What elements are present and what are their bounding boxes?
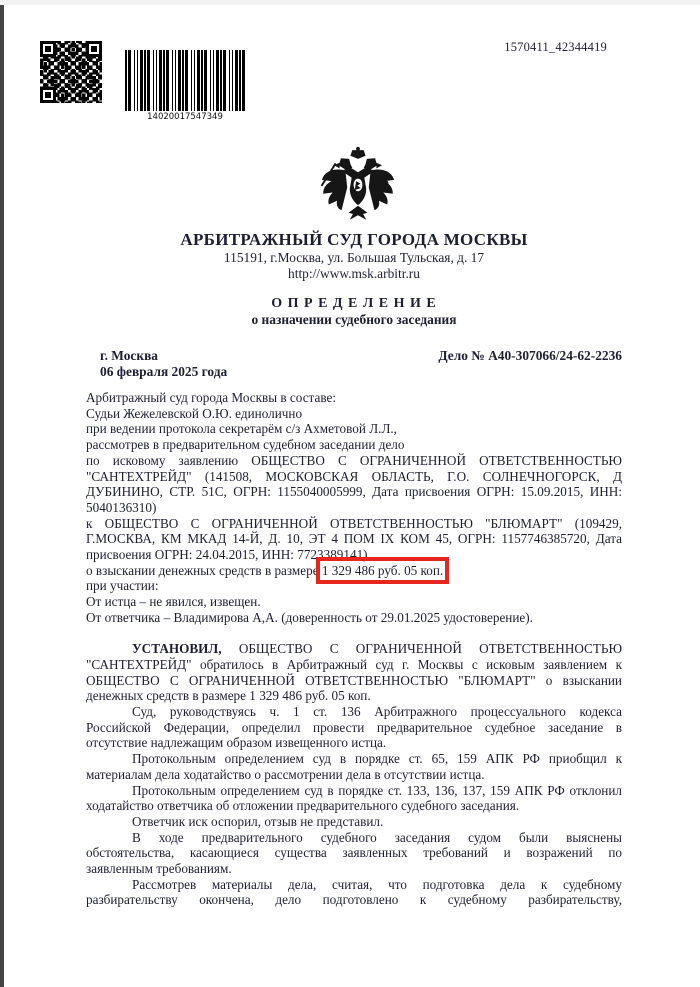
plaintiff-line: по исковому заявлению ОБЩЕСТВО С ОГРАНИЧЕННОЙ ОТВЕТСТВЕННОСТЬЮ — [86, 452, 622, 468]
resolution-line: денежных средств в размере 1 329 486 руб. 05 коп. — [86, 688, 371, 704]
intro-line: при ведении протокола секретарём с/з Ахметовой Л.Л., — [86, 421, 397, 437]
court-address: 115191, г.Москва, ул. Большая Тульская, д. 17 — [223, 250, 485, 265]
page-edge-top — [0, 0, 700, 5]
resolution-lead-line — [86, 641, 622, 657]
court-website: http://www.msk.arbitr.ru — [288, 265, 420, 281]
paragraph-line: В ходе предварительного судебного заседания судом были выяснены — [132, 829, 622, 845]
plaintiff-line: 5040136310) — [86, 499, 157, 515]
qr-finder-icon — [40, 87, 56, 103]
plaintiff-line: "САНТЕХТРЕЙД" (141508, МОСКОВСКАЯ ОБЛАСТЬ, Г.О. СОЛНЕЧНОГОРСК, Д — [86, 468, 622, 484]
court-header — [86, 229, 622, 281]
resolution-line: ОБЩЕСТВО С ОГРАНИЧЕННОЙ ОТВЕТСТВЕННОСТЬЮ "БЛЮМАРТ" о взыскании — [86, 672, 622, 688]
meta-row — [86, 348, 622, 379]
qr-code-icon — [40, 41, 102, 103]
paragraph-line: Рассмотрев материалы дела, считая, что подготовка дела к судебному — [132, 876, 622, 892]
coat-of-arms-icon — [320, 141, 396, 225]
barcode-number: 14020017547349 — [147, 112, 223, 122]
document-body — [86, 390, 622, 908]
attendance-line: От ответчика – Владимирова А,А. (доверенность от 29.01.2025 удостоверение). — [86, 609, 533, 625]
attendance-line: при участии: — [86, 578, 159, 594]
paragraph-line: Протокольным определением суд в порядке ст. 133, 136, 137, 159 АПК РФ отклонил — [132, 782, 622, 798]
document-id: 1570411_42344419 — [504, 40, 607, 54]
paragraph-line: обстоятельства, касающиеся существа заявленных требований и возражений по — [86, 845, 622, 861]
paragraph-line: Суд, руководствуясь ч. 1 ст. 136 Арбитражного процессуального кодекса — [132, 704, 622, 720]
claim-amount-highlight — [322, 563, 443, 578]
resolution-line: "САНТЕХТРЕЙД" обратилось в Арбитражный суд г. Москвы с исковым заявлением к — [86, 656, 622, 672]
paragraph-line: материалам дела ходатайство о рассмотрении дела в отсутствии истца. — [86, 766, 485, 782]
claim-prefix: о взыскании денежных средств в размере — [86, 562, 319, 578]
document-title-block — [86, 296, 622, 328]
paragraph-line: заявленным требованиям. — [86, 861, 232, 877]
qr-finder-icon — [40, 41, 56, 57]
qr-finder-icon — [86, 41, 102, 57]
claim-amount: 1 329 486 руб. 05 коп. — [321, 562, 444, 578]
paragraph-line: Российской Федерации, определил провести предварительное судебное заседание в — [86, 719, 622, 735]
resolution-lead-rest: ОБЩЕСТВО С ОГРАНИЧЕННОЙ ОТВЕТСТВЕННОСТЬЮ — [238, 641, 623, 657]
paragraph-line: отсутствие надлежащим образом извещенного истца. — [86, 735, 387, 751]
document-title: О П Р Е Д Е Л Е Н И Е — [271, 296, 437, 311]
paragraph-line: Ответчик иск оспорил, отзыв не представил. — [132, 813, 384, 829]
defendant-line: Г.МОСКВА, КМ МКАД 14-Й, Д. 10, ЭТ 4 ПОМ IX КОМ 45, ОГРН: 1157746385720, Дата — [86, 531, 622, 547]
paragraph-line: ходатайство ответчика об отложении предварительного судебного заседания. — [86, 798, 520, 814]
plaintiff-line: ДУБИНИНО, СТР. 51С, ОГРН: 1155040005999, Дата присвоения ОГРН: 15.09.2015, ИНН: — [86, 484, 622, 500]
defendant-line: присвоения ОГРН: 24.04.2015, ИНН: 7723389141) — [86, 547, 368, 563]
intro-line: Судьи Жежелевской О.Ю. единолично — [86, 405, 303, 421]
document-subtitle: о назначении судебного заседания — [251, 312, 457, 327]
intro-line: Арбитражный суд города Москвы в составе: — [86, 390, 336, 405]
attendance-line: От истца – не явился, извещен. — [86, 594, 261, 610]
claim-line — [86, 563, 622, 579]
intro-line: рассмотрев в предварительном судебном заседании дело — [86, 437, 405, 453]
paragraph-line: Протокольным определением суд в порядке ст. 65, 159 АПК РФ приобщил к — [132, 751, 622, 767]
date-line: 06 февраля 2025 года — [100, 363, 228, 379]
court-name: АРБИТРАЖНЫЙ СУД ГОРОДА МОСКВЫ — [180, 230, 528, 249]
paragraph-line: разбирательству окончена, дело подготовлено к судебному разбирательству, — [86, 892, 622, 908]
barcode-icon — [125, 50, 245, 111]
page-edge-left — [0, 5, 4, 987]
case-number: Дело № А40-307066/24-62-2236 — [438, 348, 622, 363]
place-line: г. Москва — [100, 348, 159, 363]
resolution-lead: УСТАНОВИЛ, — [132, 641, 222, 657]
defendant-line: к ОБЩЕСТВО С ОГРАНИЧЕННОЙ ОТВЕТСТВЕННОСТЬЮ "БЛЮМАРТ" (109429, — [86, 515, 622, 531]
